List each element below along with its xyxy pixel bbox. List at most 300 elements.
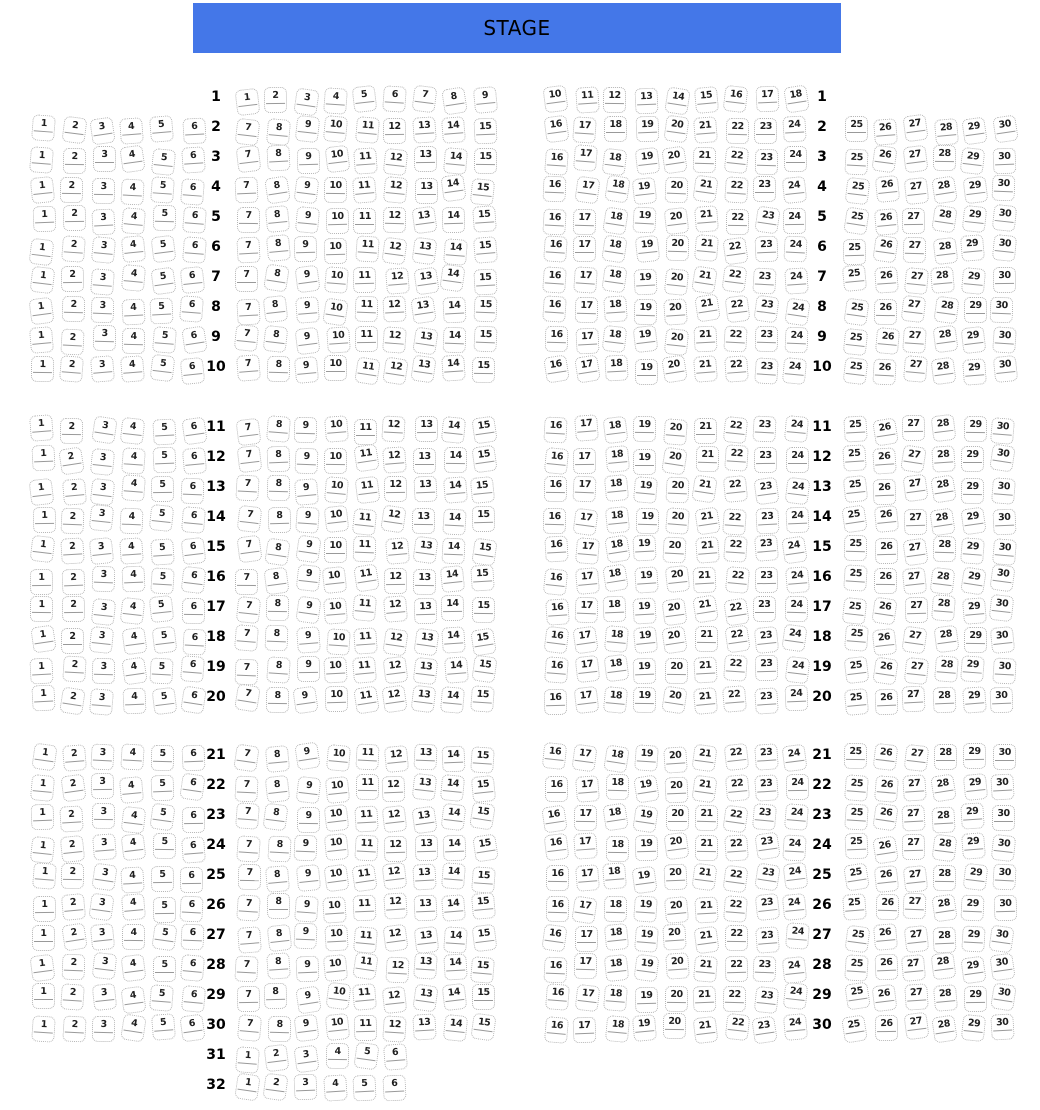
seat[interactable] — [149, 985, 174, 1013]
seat[interactable] — [233, 324, 259, 352]
seat[interactable] — [544, 536, 568, 563]
seat[interactable] — [543, 355, 570, 384]
seat[interactable] — [931, 952, 957, 981]
seat[interactable] — [354, 834, 378, 861]
seat[interactable] — [691, 775, 717, 804]
seat[interactable] — [413, 598, 437, 625]
seat[interactable] — [91, 415, 118, 444]
seat[interactable] — [149, 297, 173, 324]
seat[interactable] — [355, 236, 380, 263]
seat[interactable] — [873, 478, 897, 505]
seat[interactable] — [722, 805, 748, 834]
seat[interactable] — [236, 534, 262, 563]
seat[interactable] — [905, 596, 929, 623]
seat[interactable] — [381, 862, 407, 891]
seat[interactable] — [236, 355, 261, 383]
seat[interactable] — [725, 566, 750, 594]
seat[interactable] — [990, 686, 1014, 713]
seat[interactable] — [296, 148, 320, 175]
seat[interactable] — [842, 893, 867, 921]
seat[interactable] — [960, 956, 986, 985]
seat[interactable] — [781, 893, 806, 921]
seat[interactable] — [61, 116, 87, 145]
seat[interactable] — [353, 208, 376, 234]
seat[interactable] — [693, 355, 718, 383]
seat[interactable] — [382, 804, 408, 832]
seat[interactable] — [874, 266, 899, 294]
seat[interactable] — [931, 445, 956, 472]
seat[interactable] — [353, 564, 380, 593]
seat[interactable] — [326, 744, 351, 772]
seat[interactable] — [181, 146, 206, 174]
seat[interactable] — [573, 832, 598, 860]
seat[interactable] — [989, 594, 1015, 622]
seat[interactable] — [120, 833, 146, 862]
seat[interactable] — [751, 1015, 778, 1044]
seat[interactable] — [268, 507, 292, 534]
seat[interactable] — [873, 118, 898, 146]
seat[interactable] — [234, 177, 258, 204]
seat[interactable] — [62, 296, 86, 323]
seat[interactable] — [326, 208, 350, 234]
seat[interactable] — [634, 744, 659, 772]
seat[interactable] — [842, 445, 867, 472]
seat[interactable] — [382, 684, 408, 713]
seat[interactable] — [633, 449, 656, 475]
seat[interactable] — [633, 687, 656, 713]
seat[interactable] — [663, 863, 687, 890]
seat[interactable] — [573, 686, 599, 715]
seat[interactable] — [324, 448, 347, 474]
seat[interactable] — [324, 415, 349, 443]
seat[interactable] — [755, 567, 778, 593]
seat[interactable] — [33, 507, 56, 533]
seat[interactable] — [603, 984, 628, 1012]
seat[interactable] — [931, 806, 955, 833]
seat[interactable] — [235, 1046, 260, 1074]
seat[interactable] — [179, 295, 204, 323]
seat[interactable] — [842, 596, 868, 624]
seat[interactable] — [575, 926, 598, 952]
seat[interactable] — [934, 744, 957, 770]
seat[interactable] — [323, 238, 347, 265]
seat[interactable] — [179, 1013, 205, 1042]
seat[interactable] — [960, 537, 985, 565]
seat[interactable] — [633, 298, 657, 325]
seat[interactable] — [441, 355, 466, 383]
seat[interactable] — [843, 206, 870, 235]
seat[interactable] — [603, 744, 630, 773]
seat[interactable] — [574, 596, 598, 623]
seat[interactable] — [90, 773, 113, 799]
seat[interactable] — [263, 1073, 289, 1102]
seat[interactable] — [236, 298, 260, 325]
seat[interactable] — [91, 297, 115, 324]
seat[interactable] — [605, 1015, 630, 1043]
seat[interactable] — [61, 537, 86, 564]
seat[interactable] — [573, 447, 596, 473]
seat[interactable] — [545, 776, 568, 802]
seat[interactable] — [992, 175, 1016, 202]
seat[interactable] — [263, 264, 290, 293]
seat[interactable] — [573, 267, 598, 294]
seat[interactable] — [92, 803, 115, 829]
seat[interactable] — [602, 206, 629, 235]
seat[interactable] — [323, 803, 349, 831]
seat[interactable] — [30, 568, 53, 594]
seat[interactable] — [324, 656, 348, 683]
seat[interactable] — [121, 178, 145, 205]
seat[interactable] — [841, 264, 866, 292]
seat[interactable] — [469, 802, 496, 831]
seat[interactable] — [961, 446, 984, 472]
seat[interactable] — [91, 566, 115, 593]
seat[interactable] — [692, 744, 718, 773]
seat[interactable] — [661, 447, 688, 476]
seat[interactable] — [382, 237, 408, 266]
seat[interactable] — [62, 205, 85, 231]
seat[interactable] — [693, 116, 718, 144]
seat[interactable] — [991, 477, 1016, 505]
seat[interactable] — [781, 176, 807, 204]
seat[interactable] — [784, 146, 807, 172]
seat[interactable] — [990, 773, 1014, 800]
seat[interactable] — [961, 117, 987, 146]
seat[interactable] — [323, 597, 348, 625]
seat[interactable] — [120, 537, 145, 565]
seat[interactable] — [181, 745, 205, 772]
seat[interactable] — [992, 234, 1018, 262]
seat[interactable] — [931, 176, 958, 205]
seat[interactable] — [120, 985, 146, 1014]
seat[interactable] — [323, 864, 349, 893]
seat[interactable] — [235, 145, 261, 174]
seat[interactable] — [90, 355, 115, 383]
seat[interactable] — [382, 326, 407, 354]
seat[interactable] — [604, 654, 630, 683]
seat[interactable] — [724, 444, 749, 471]
seat[interactable] — [694, 896, 718, 923]
seat[interactable] — [412, 327, 439, 356]
seat[interactable] — [632, 865, 658, 894]
seat[interactable] — [355, 774, 378, 800]
seat[interactable] — [783, 1013, 808, 1041]
seat[interactable] — [960, 803, 985, 830]
seat[interactable] — [962, 176, 988, 205]
seat[interactable] — [871, 596, 897, 625]
seat[interactable] — [664, 986, 687, 1012]
seat[interactable] — [235, 475, 259, 502]
seat[interactable] — [544, 148, 569, 176]
seat[interactable] — [92, 657, 116, 684]
seat[interactable] — [472, 505, 496, 531]
seat[interactable] — [782, 744, 808, 773]
seat[interactable] — [30, 356, 53, 382]
seat[interactable] — [722, 986, 746, 1013]
seat[interactable] — [413, 953, 438, 980]
seat[interactable] — [32, 863, 57, 891]
seat[interactable] — [693, 687, 718, 715]
seat[interactable] — [31, 743, 57, 772]
seat[interactable] — [470, 565, 495, 592]
seat[interactable] — [149, 595, 175, 623]
seat[interactable] — [785, 566, 810, 594]
seat[interactable] — [92, 833, 117, 861]
seat[interactable] — [92, 983, 118, 1011]
seat[interactable] — [441, 595, 464, 621]
seat[interactable] — [385, 956, 409, 983]
seat[interactable] — [31, 115, 56, 143]
seat[interactable] — [964, 416, 987, 442]
seat[interactable] — [471, 415, 497, 444]
seat[interactable] — [754, 863, 781, 892]
seat[interactable] — [961, 267, 986, 295]
seat[interactable] — [784, 655, 810, 684]
seat[interactable] — [180, 685, 207, 714]
seat[interactable] — [443, 1014, 469, 1042]
seat[interactable] — [960, 235, 985, 263]
seat[interactable] — [992, 805, 1015, 831]
seat[interactable] — [383, 892, 408, 919]
seat[interactable] — [60, 177, 83, 203]
seat[interactable] — [755, 926, 780, 954]
seat[interactable] — [443, 238, 468, 266]
seat[interactable] — [441, 174, 467, 203]
seat[interactable] — [294, 327, 320, 356]
seat[interactable] — [236, 504, 262, 533]
seat[interactable] — [753, 416, 777, 443]
seat[interactable] — [903, 508, 927, 535]
seat[interactable] — [412, 983, 438, 1012]
seat[interactable] — [151, 866, 174, 892]
seat[interactable] — [297, 807, 320, 833]
seat[interactable] — [237, 237, 261, 264]
seat[interactable] — [443, 476, 468, 504]
seat[interactable] — [901, 295, 927, 324]
seat[interactable] — [602, 803, 629, 832]
seat[interactable] — [181, 836, 206, 864]
seat[interactable] — [722, 865, 748, 894]
seat[interactable] — [960, 566, 987, 595]
seat[interactable] — [662, 145, 689, 174]
seat[interactable] — [782, 955, 808, 983]
seat[interactable] — [872, 417, 899, 446]
seat[interactable] — [32, 896, 55, 922]
seat[interactable] — [296, 956, 320, 983]
seat[interactable] — [961, 895, 985, 922]
seat[interactable] — [875, 688, 899, 715]
seat[interactable] — [931, 204, 958, 233]
seat[interactable] — [471, 445, 497, 474]
seat[interactable] — [295, 296, 320, 324]
seat[interactable] — [755, 326, 779, 353]
seat[interactable] — [61, 953, 85, 980]
seat[interactable] — [990, 417, 1015, 445]
seat[interactable] — [181, 506, 206, 534]
seat[interactable] — [382, 356, 409, 385]
seat[interactable] — [470, 476, 495, 504]
seat[interactable] — [784, 803, 809, 831]
seat[interactable] — [661, 685, 688, 714]
seat[interactable] — [264, 176, 291, 205]
seat[interactable] — [324, 266, 349, 294]
seat[interactable] — [235, 802, 260, 830]
seat[interactable] — [90, 448, 116, 476]
seat[interactable] — [324, 924, 348, 951]
seat[interactable] — [91, 208, 115, 235]
seat[interactable] — [963, 773, 989, 801]
seat[interactable] — [632, 1013, 657, 1041]
seat[interactable] — [294, 176, 320, 205]
seat[interactable] — [415, 178, 438, 204]
seat[interactable] — [604, 896, 628, 923]
seat[interactable] — [573, 144, 598, 172]
seat[interactable] — [932, 865, 955, 891]
seat[interactable] — [842, 238, 866, 265]
seat[interactable] — [30, 658, 54, 685]
seat[interactable] — [930, 266, 955, 294]
seat[interactable] — [410, 296, 437, 325]
seat[interactable] — [575, 984, 601, 1013]
seat[interactable] — [30, 147, 55, 175]
seat[interactable] — [604, 625, 629, 653]
seat[interactable] — [413, 536, 439, 565]
seat[interactable] — [441, 416, 467, 444]
seat[interactable] — [351, 508, 377, 536]
seat[interactable] — [381, 415, 405, 442]
seat[interactable] — [119, 507, 143, 534]
seat[interactable] — [961, 925, 985, 952]
seat[interactable] — [470, 1013, 496, 1042]
seat[interactable] — [633, 895, 658, 923]
seat[interactable] — [843, 297, 869, 326]
seat[interactable] — [326, 1043, 349, 1069]
seat[interactable] — [264, 567, 290, 596]
seat[interactable] — [263, 295, 289, 323]
seat[interactable] — [963, 743, 986, 769]
seat[interactable] — [572, 209, 596, 236]
seat[interactable] — [384, 267, 409, 295]
seat[interactable] — [153, 833, 176, 859]
seat[interactable] — [724, 743, 750, 771]
seat[interactable] — [694, 205, 719, 233]
seat[interactable] — [119, 416, 145, 444]
seat[interactable] — [904, 983, 929, 1010]
seat[interactable] — [293, 236, 317, 263]
seat[interactable] — [992, 326, 1017, 353]
seat[interactable] — [383, 1044, 408, 1072]
seat[interactable] — [152, 922, 178, 951]
seat[interactable] — [783, 862, 809, 891]
seat[interactable] — [119, 597, 145, 625]
seat[interactable] — [61, 235, 86, 263]
seat[interactable] — [150, 745, 174, 772]
seat[interactable] — [575, 567, 600, 595]
seat[interactable] — [695, 536, 720, 564]
seat[interactable] — [844, 924, 870, 953]
seat[interactable] — [471, 866, 496, 894]
seat[interactable] — [354, 805, 378, 832]
seat[interactable] — [149, 802, 175, 831]
seat[interactable] — [933, 625, 959, 654]
seat[interactable] — [932, 237, 958, 266]
seat[interactable] — [993, 895, 1017, 922]
seat[interactable] — [266, 415, 291, 443]
seat[interactable] — [606, 774, 630, 800]
seat[interactable] — [180, 357, 206, 385]
seat[interactable] — [383, 207, 407, 234]
seat[interactable] — [785, 326, 809, 353]
seat[interactable] — [544, 417, 568, 444]
seat[interactable] — [29, 954, 55, 983]
seat[interactable] — [785, 685, 809, 712]
seat[interactable] — [152, 418, 176, 445]
seat[interactable] — [152, 326, 177, 354]
seat[interactable] — [474, 118, 498, 145]
seat[interactable] — [352, 85, 378, 113]
seat[interactable] — [181, 537, 207, 566]
seat[interactable] — [753, 626, 779, 654]
seat[interactable] — [294, 115, 320, 143]
seat[interactable] — [383, 836, 407, 863]
seat[interactable] — [151, 626, 177, 655]
seat[interactable] — [29, 326, 54, 354]
seat[interactable] — [352, 594, 377, 622]
seat[interactable] — [665, 952, 690, 980]
seat[interactable] — [180, 923, 204, 950]
seat[interactable] — [413, 569, 436, 595]
seat[interactable] — [442, 627, 467, 654]
seat[interactable] — [323, 1074, 348, 1101]
seat[interactable] — [383, 118, 406, 144]
seat[interactable] — [754, 447, 777, 473]
seat[interactable] — [120, 866, 145, 893]
seat[interactable] — [325, 145, 351, 174]
seat[interactable] — [783, 84, 810, 113]
seat[interactable] — [182, 628, 206, 655]
seat[interactable] — [961, 832, 986, 860]
seat[interactable] — [442, 508, 466, 535]
seat[interactable] — [602, 564, 629, 593]
seat[interactable] — [665, 565, 691, 593]
seat[interactable] — [236, 595, 262, 623]
seat[interactable] — [442, 206, 466, 233]
seat[interactable] — [930, 474, 957, 503]
seat[interactable] — [474, 268, 498, 295]
seat[interactable] — [755, 236, 779, 263]
seat[interactable] — [234, 743, 261, 772]
seat[interactable] — [631, 177, 657, 205]
seat[interactable] — [322, 297, 349, 326]
seat[interactable] — [664, 207, 690, 235]
seat[interactable] — [120, 1014, 147, 1043]
seat[interactable] — [663, 418, 688, 446]
seat[interactable] — [545, 984, 570, 1012]
seat[interactable] — [575, 537, 600, 565]
seat[interactable] — [413, 448, 436, 474]
seat[interactable] — [265, 865, 290, 893]
seat[interactable] — [235, 658, 259, 685]
seat[interactable] — [666, 805, 689, 831]
seat[interactable] — [182, 598, 205, 624]
seat[interactable] — [470, 956, 495, 984]
seat[interactable] — [383, 595, 408, 623]
seat[interactable] — [544, 689, 568, 716]
seat[interactable] — [180, 178, 205, 206]
seat[interactable] — [875, 327, 900, 355]
seat[interactable] — [724, 925, 747, 951]
seat[interactable] — [783, 207, 806, 233]
